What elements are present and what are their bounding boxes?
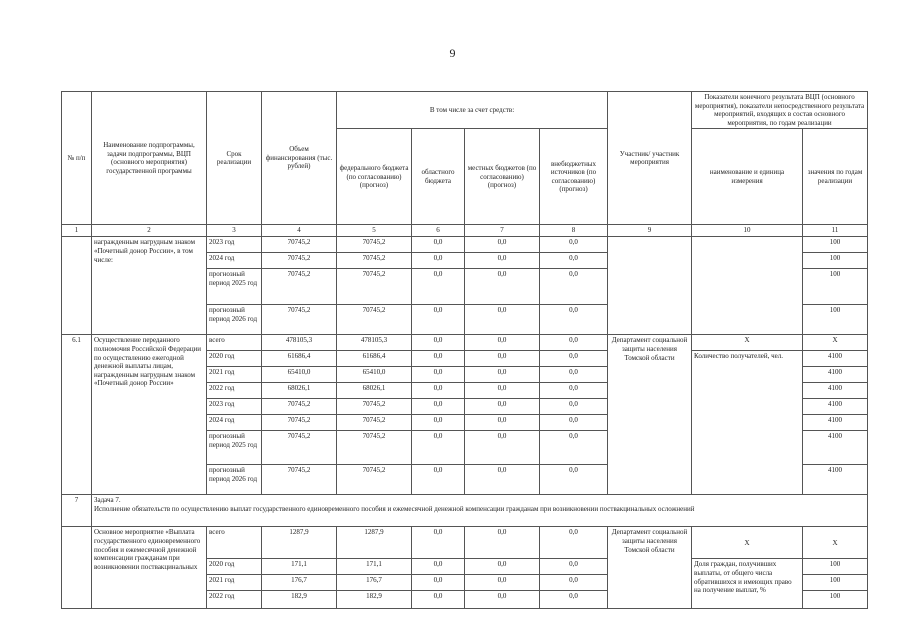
row-federal: 70745,2 bbox=[337, 237, 412, 253]
row-volume: 68026,1 bbox=[262, 383, 337, 399]
row-regional: 0,0 bbox=[412, 237, 465, 253]
task-cell bbox=[92, 495, 868, 527]
row-extra: 0,0 bbox=[540, 465, 608, 495]
header-local: местных бюджетов (по согласованию) (прогноз) bbox=[465, 129, 540, 225]
row-federal: 70745,2 bbox=[337, 305, 412, 335]
row-local: 0,0 bbox=[465, 527, 540, 559]
row-volume: 176,7 bbox=[262, 575, 337, 591]
row-federal: 61686,4 bbox=[337, 351, 412, 367]
row-local: 0,0 bbox=[465, 253, 540, 269]
row-term: 2024 год bbox=[207, 415, 262, 431]
header-extra: внебюджетных источников (по согласованию) (прогноз) bbox=[540, 129, 608, 225]
column-number: 9 bbox=[608, 225, 692, 237]
table-row bbox=[62, 335, 868, 351]
header-including: В том числе за счет средств: bbox=[337, 92, 608, 129]
row-indicator-value: 4100 bbox=[803, 431, 868, 465]
row-indicator-x: Х bbox=[692, 335, 803, 351]
row-federal: 70745,2 bbox=[337, 465, 412, 495]
row-indicator-value: 100 bbox=[803, 559, 868, 575]
row-extra: 0,0 bbox=[540, 415, 608, 431]
row-local: 0,0 bbox=[465, 591, 540, 609]
row-local: 0,0 bbox=[465, 415, 540, 431]
row-local: 0,0 bbox=[465, 305, 540, 335]
row-volume: 171,1 bbox=[262, 559, 337, 575]
row-regional: 0,0 bbox=[412, 591, 465, 609]
row-local: 0,0 bbox=[465, 335, 540, 351]
row-indicator-value: Х bbox=[803, 527, 868, 559]
row-indicator-x: Х bbox=[692, 527, 803, 559]
row-extra: 0,0 bbox=[540, 399, 608, 415]
row-volume: 70745,2 bbox=[262, 269, 337, 305]
row-volume: 70745,2 bbox=[262, 237, 337, 253]
row-regional: 0,0 bbox=[412, 465, 465, 495]
row-extra: 0,0 bbox=[540, 575, 608, 591]
task-text: Исполнение обязательств по осуществлению выплат государственного единовременного пособия и ежемесячной денежной компенсации гражданам при возникновении поствакцинальных осложнений bbox=[94, 504, 695, 513]
header-no: № п/п bbox=[62, 92, 92, 225]
row-federal: 1287,9 bbox=[337, 527, 412, 559]
row-federal: 70745,2 bbox=[337, 399, 412, 415]
row-regional: 0,0 bbox=[412, 351, 465, 367]
row-term: 2023 год bbox=[207, 237, 262, 253]
row-federal: 70745,2 bbox=[337, 253, 412, 269]
header-term: Срок реализации bbox=[207, 92, 262, 225]
row-indicator-value: 100 bbox=[803, 305, 868, 335]
row-extra: 0,0 bbox=[540, 335, 608, 351]
row-name: Осуществление переданного полномочия Российской Федерации по осуществлению ежегодной денежной выплаты лицам, награжденным нагрудным знаком «Почетный донор России» bbox=[92, 335, 207, 495]
column-number: 7 bbox=[465, 225, 540, 237]
row-regional: 0,0 bbox=[412, 305, 465, 335]
row-indicator-name bbox=[692, 237, 803, 335]
row-volume: 70745,2 bbox=[262, 399, 337, 415]
row-federal: 478105,3 bbox=[337, 335, 412, 351]
row-regional: 0,0 bbox=[412, 559, 465, 575]
column-number: 10 bbox=[692, 225, 803, 237]
row-term: прогнозный период 2026 год bbox=[207, 465, 262, 495]
row-local: 0,0 bbox=[465, 383, 540, 399]
header-regional: областного бюджета bbox=[412, 129, 465, 225]
row-participant bbox=[608, 237, 692, 335]
row-name: награжденным нагрудным знаком «Почетный донор России», в том числе: bbox=[92, 237, 207, 335]
header-volume: Объем финансирования (тыс. рублей) bbox=[262, 92, 337, 225]
row-indicator-value: Х bbox=[803, 335, 868, 351]
row-term: 2020 год bbox=[207, 351, 262, 367]
row-term: 2022 год bbox=[207, 591, 262, 609]
row-no bbox=[62, 527, 92, 609]
row-term: 2021 год bbox=[207, 367, 262, 383]
row-term: 2020 год bbox=[207, 559, 262, 575]
row-federal: 176,7 bbox=[337, 575, 412, 591]
row-federal: 171,1 bbox=[337, 559, 412, 575]
column-number: 3 bbox=[207, 225, 262, 237]
row-term: прогнозный период 2025 год bbox=[207, 431, 262, 465]
row-local: 0,0 bbox=[465, 237, 540, 253]
table-row bbox=[62, 237, 868, 253]
row-local: 0,0 bbox=[465, 465, 540, 495]
row-volume: 70745,2 bbox=[262, 465, 337, 495]
row-local: 0,0 bbox=[465, 367, 540, 383]
table-row bbox=[62, 527, 868, 559]
row-extra: 0,0 bbox=[540, 351, 608, 367]
row-term: 2022 год bbox=[207, 383, 262, 399]
row-local: 0,0 bbox=[465, 269, 540, 305]
row-indicator-value: 4100 bbox=[803, 351, 868, 367]
row-regional: 0,0 bbox=[412, 431, 465, 465]
row-local: 0,0 bbox=[465, 399, 540, 415]
row-regional: 0,0 bbox=[412, 575, 465, 591]
row-extra: 0,0 bbox=[540, 591, 608, 609]
row-no: 6.1 bbox=[62, 335, 92, 495]
row-term: прогнозный период 2025 год bbox=[207, 269, 262, 305]
row-indicator-value: 4100 bbox=[803, 415, 868, 431]
header-indicator-name: наименование и единица измерения bbox=[692, 129, 803, 225]
row-federal: 70745,2 bbox=[337, 431, 412, 465]
row-local: 0,0 bbox=[465, 559, 540, 575]
row-term: 2024 год bbox=[207, 253, 262, 269]
row-indicator-value: 100 bbox=[803, 253, 868, 269]
row-extra: 0,0 bbox=[540, 237, 608, 253]
row-regional: 0,0 bbox=[412, 383, 465, 399]
program-table bbox=[61, 91, 868, 609]
row-federal: 70745,2 bbox=[337, 269, 412, 305]
row-extra: 0,0 bbox=[540, 559, 608, 575]
row-local: 0,0 bbox=[465, 575, 540, 591]
row-regional: 0,0 bbox=[412, 253, 465, 269]
row-indicator-value: 100 bbox=[803, 591, 868, 609]
row-local: 0,0 bbox=[465, 351, 540, 367]
task-row bbox=[62, 495, 868, 527]
column-number: 11 bbox=[803, 225, 868, 237]
task-title: Задача 7. bbox=[94, 496, 121, 505]
row-term: всего bbox=[207, 335, 262, 351]
row-volume: 70745,2 bbox=[262, 431, 337, 465]
row-regional: 0,0 bbox=[412, 367, 465, 383]
row-volume: 70745,2 bbox=[262, 305, 337, 335]
column-number: 5 bbox=[337, 225, 412, 237]
row-regional: 0,0 bbox=[412, 399, 465, 415]
row-indicator-value: 4100 bbox=[803, 399, 868, 415]
row-extra: 0,0 bbox=[540, 305, 608, 335]
row-volume: 182,9 bbox=[262, 591, 337, 609]
row-participant: Департамент социальной защиты населения Томской области bbox=[608, 527, 692, 609]
row-no bbox=[62, 237, 92, 335]
row-term: всего bbox=[207, 527, 262, 559]
row-local: 0,0 bbox=[465, 431, 540, 465]
row-regional: 0,0 bbox=[412, 335, 465, 351]
row-extra: 0,0 bbox=[540, 383, 608, 399]
row-indicator-value: 4100 bbox=[803, 383, 868, 399]
row-term: 2021 год bbox=[207, 575, 262, 591]
row-federal: 68026,1 bbox=[337, 383, 412, 399]
row-indicator-value: 100 bbox=[803, 269, 868, 305]
row-indicator-name: Количество получателей, чел. bbox=[692, 351, 803, 495]
row-volume: 61686,4 bbox=[262, 351, 337, 367]
row-federal: 70745,2 bbox=[337, 415, 412, 431]
row-volume: 70745,2 bbox=[262, 253, 337, 269]
row-regional: 0,0 bbox=[412, 415, 465, 431]
row-indicator-value: 4100 bbox=[803, 367, 868, 383]
row-volume: 70745,2 bbox=[262, 415, 337, 431]
task-no: 7 bbox=[62, 495, 92, 527]
row-indicator-name: Доля граждан, получивших выплаты, от общего числа обратившихся и имеющих право на получение выплат, % bbox=[692, 559, 803, 609]
row-indicator-value: 4100 bbox=[803, 465, 868, 495]
column-number: 8 bbox=[540, 225, 608, 237]
row-extra: 0,0 bbox=[540, 431, 608, 465]
header-indicators: Показатели конечного результата ВЦП (основного мероприятия), показатели непосредственного результата мероприятий, входящих в состав основного мероприятия, по годам реализации bbox=[692, 92, 868, 129]
column-number: 1 bbox=[62, 225, 92, 237]
page-number: 9 bbox=[449, 46, 456, 60]
row-extra: 0,0 bbox=[540, 269, 608, 305]
row-regional: 0,0 bbox=[412, 527, 465, 559]
row-indicator-value: 100 bbox=[803, 575, 868, 591]
row-federal: 65410,0 bbox=[337, 367, 412, 383]
row-volume: 1287,9 bbox=[262, 527, 337, 559]
row-extra: 0,0 bbox=[540, 367, 608, 383]
column-number: 2 bbox=[92, 225, 207, 237]
header-federal: федерального бюджета (по согласованию) (прогноз) bbox=[337, 129, 412, 225]
row-term: 2023 год bbox=[207, 399, 262, 415]
row-extra: 0,0 bbox=[540, 527, 608, 559]
header-name: Наименование подпрограммы, задачи подпрограммы, ВЦП (основного мероприятия) государственной программы bbox=[92, 92, 207, 225]
header-indicator-value: значения по годам реализации bbox=[803, 129, 868, 225]
row-regional: 0,0 bbox=[412, 269, 465, 305]
row-extra: 0,0 bbox=[540, 253, 608, 269]
column-number: 4 bbox=[262, 225, 337, 237]
row-volume: 65410,0 bbox=[262, 367, 337, 383]
row-name: Основное мероприятие «Выплата государственного единовременного пособия и ежемесячной денежной компенсации гражданам при возникновении поствакцинальных bbox=[92, 527, 207, 609]
row-volume: 478105,3 bbox=[262, 335, 337, 351]
row-participant: Департамент социальной защиты населения Томской области bbox=[608, 335, 692, 495]
row-indicator-value: 100 bbox=[803, 237, 868, 253]
column-number: 6 bbox=[412, 225, 465, 237]
row-federal: 182,9 bbox=[337, 591, 412, 609]
row-term: прогнозный период 2026 год bbox=[207, 305, 262, 335]
header-participant: Участник/ участник мероприятия bbox=[608, 92, 692, 225]
